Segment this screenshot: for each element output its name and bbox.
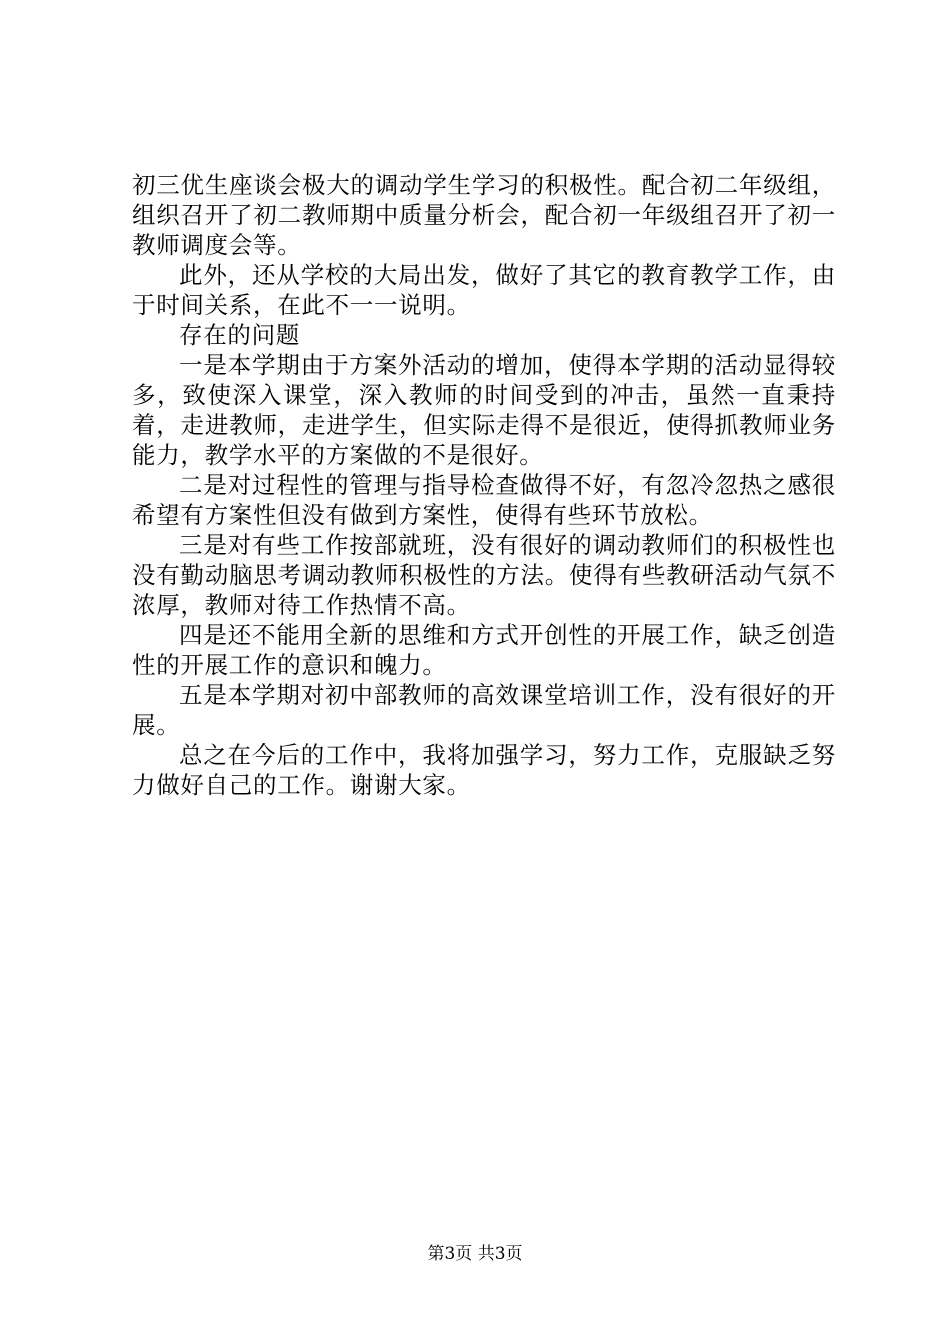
paragraph-problem-1: 一是本学期由于方案外活动的增加，使得本学期的活动显得较多，致使深入课堂，深入教师的时间受到的冲击，虽然一直秉持着，走进教师，走进学生，但实际走得不是很近，使得抓教师业务能力，教学水平的方案做的不是很好。 [132,351,836,469]
section-heading-problems: 存在的问题 [179,321,300,349]
paragraph-1: 初三优生座谈会极大的调动学生学习的积极性。配合初二年级组，组织召开了初二教师期中质量分析会，配合初一年级组召开了初一教师调度会等。 [132,171,836,259]
paragraph-2: 此外，还从学校的大局出发，做好了其它的教育教学工作，由于时间关系，在此不一一说明。 [132,261,836,319]
paragraph-problem-3: 三是对有些工作按部就班，没有很好的调动教师们的积极性也没有勤动脑思考调动教师积极性的方法。使得有些教研活动气氛不浓厚，教师对待工作热情不高。 [132,531,836,619]
paragraph-problem-5: 五是本学期对初中部教师的高效课堂培训工作，没有很好的开展。 [132,681,836,739]
document-body [132,170,836,800]
paragraph-problem-4: 四是还不能用全新的思维和方式开创性的开展工作，缺乏创造性的开展工作的意识和魄力。 [132,621,836,679]
page-number-footer: 第3页 共3页 [427,1244,523,1264]
paragraph-problem-2: 二是对过程性的管理与指导检查做得不好，有忽冷忽热之感很希望有方案性但没有做到方案性，使得有些环节放松。 [132,471,836,529]
paragraph-conclusion: 总之在今后的工作中，我将加强学习，努力工作，克服缺乏努力做好自己的工作。谢谢大家。 [132,741,836,799]
